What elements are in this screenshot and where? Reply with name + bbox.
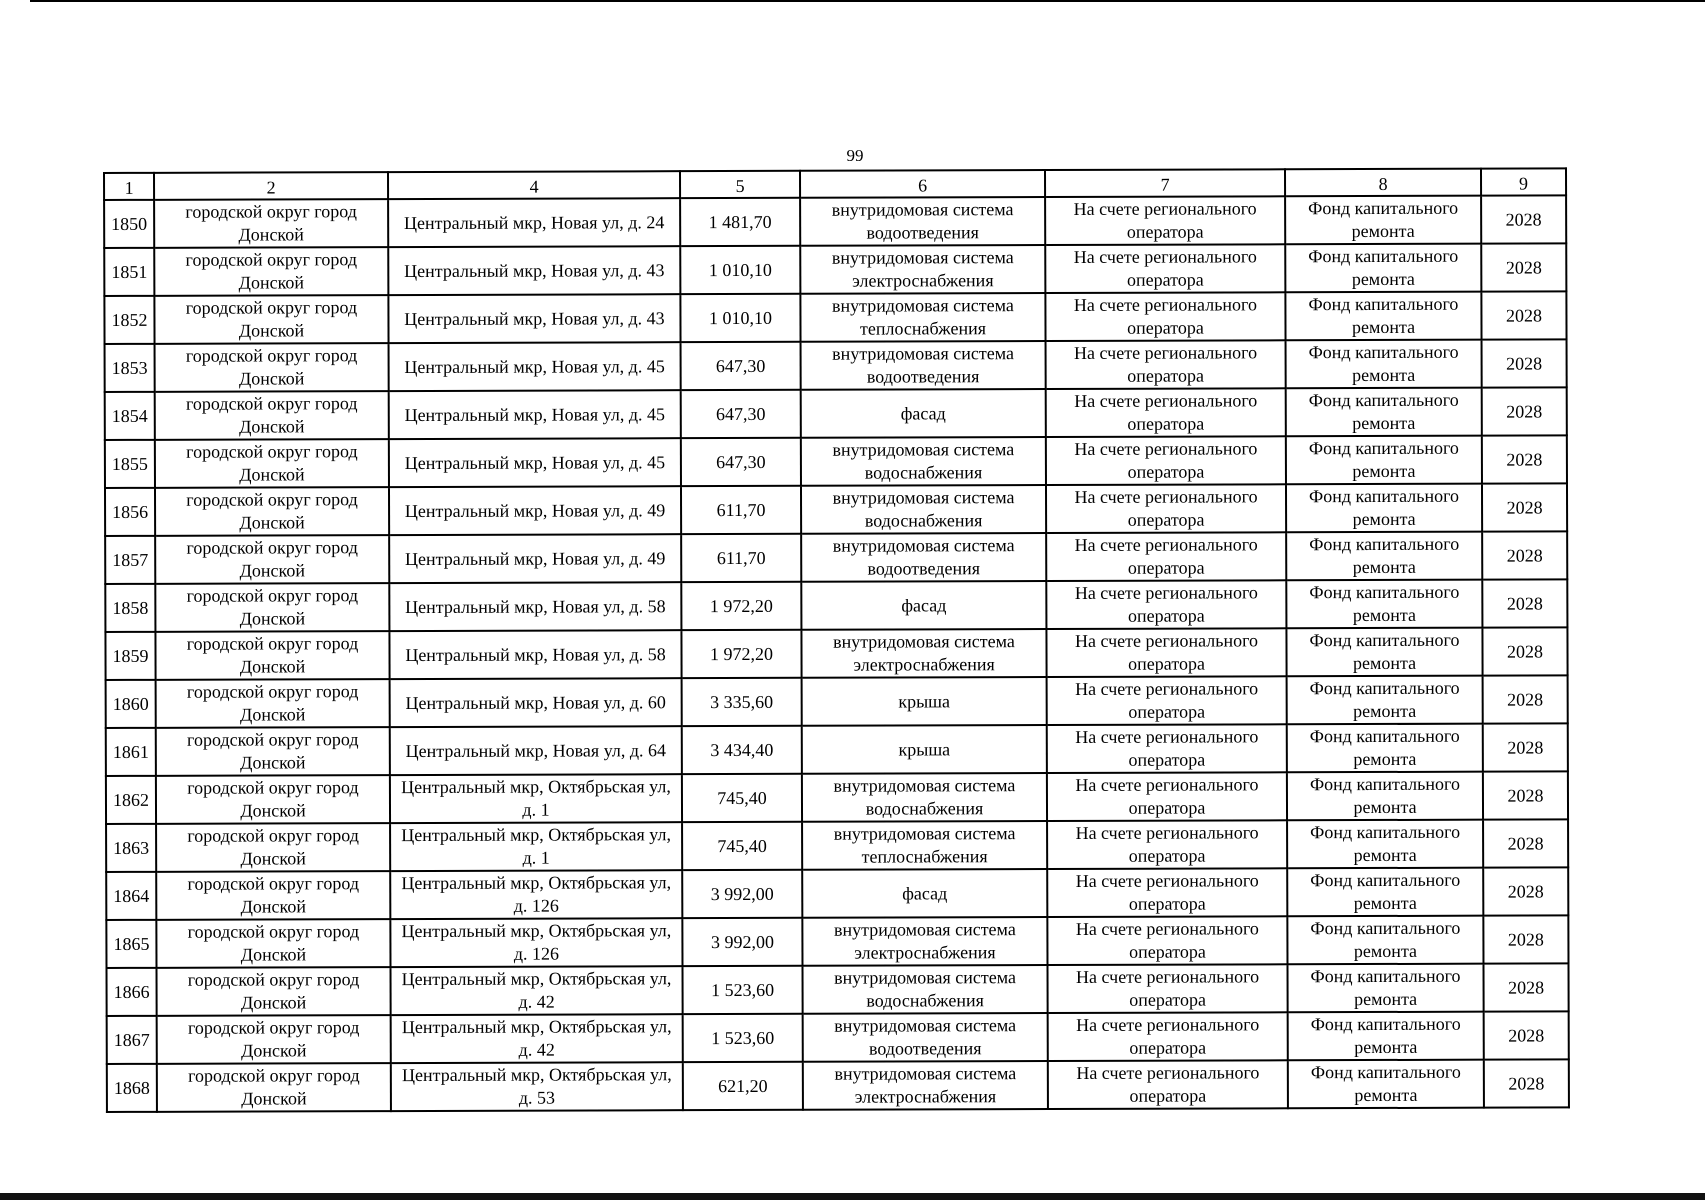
year-cell: 2028 xyxy=(1482,579,1567,627)
page-bottom-border xyxy=(0,1193,1705,1200)
row-number-cell: 1850 xyxy=(104,200,154,248)
table-row xyxy=(104,195,1566,248)
funding-source-cell: Фонд капитального ремонта xyxy=(1285,244,1481,293)
address-cell: Центральный мкр, Новая ул, д. 43 xyxy=(388,246,680,295)
row-number-cell: 1853 xyxy=(105,344,155,392)
address-cell: Центральный мкр, Новая ул, д. 49 xyxy=(389,534,681,583)
funding-source-cell: Фонд капитального ремонта xyxy=(1287,916,1483,965)
funding-source-cell: Фонд капитального ремонта xyxy=(1287,868,1483,917)
area-cell: 611,70 xyxy=(681,486,801,534)
funding-source-cell: Фонд капитального ремонта xyxy=(1287,724,1483,773)
area-cell: 647,30 xyxy=(681,342,801,390)
municipality-cell: городской округ город Донской xyxy=(157,967,391,1016)
municipality-cell: городской округ город Донской xyxy=(155,583,389,632)
work-type-cell: внутридомовая система электроснабжения xyxy=(803,1061,1048,1110)
row-number-cell: 1856 xyxy=(105,488,155,536)
column-header: 1 xyxy=(104,173,154,200)
funding-source-cell: Фонд капитального ремонта xyxy=(1286,580,1482,629)
table-row xyxy=(106,867,1568,920)
area-cell: 1 523,60 xyxy=(682,966,802,1014)
work-type-cell: фасад xyxy=(802,869,1047,918)
year-cell: 2028 xyxy=(1483,723,1568,771)
column-header: 9 xyxy=(1481,168,1566,195)
address-cell: Центральный мкр, Октябрьская ул, д. 42 xyxy=(390,966,682,1015)
municipality-cell: городской округ город Донской xyxy=(156,823,390,872)
area-cell: 611,70 xyxy=(681,534,801,582)
funding-source-cell: Фонд капитального ремонта xyxy=(1286,388,1482,437)
row-number-cell: 1863 xyxy=(106,824,156,872)
row-number-cell: 1860 xyxy=(106,680,156,728)
table-row xyxy=(105,483,1567,536)
municipality-cell: городской округ город Донской xyxy=(157,1063,391,1112)
row-number-cell: 1866 xyxy=(107,968,157,1016)
area-cell: 1 523,60 xyxy=(683,1014,803,1062)
area-cell: 1 972,20 xyxy=(681,630,801,678)
row-number-cell: 1851 xyxy=(104,248,154,296)
column-header: 5 xyxy=(680,171,800,198)
fund-account-cell: На счете регионального оператора xyxy=(1048,1012,1288,1061)
address-cell: Центральный мкр, Октябрьская ул, д. 42 xyxy=(391,1014,683,1063)
municipality-cell: городской округ город Донской xyxy=(154,199,388,248)
work-type-cell: внутридомовая система водоснабжения xyxy=(801,485,1046,534)
table-row xyxy=(105,531,1567,584)
column-header: 2 xyxy=(154,172,388,200)
fund-account-cell: На счете регионального оператора xyxy=(1046,388,1286,437)
area-cell: 621,20 xyxy=(683,1062,803,1110)
municipality-cell: городской округ город Донской xyxy=(154,247,388,296)
area-cell: 1 972,20 xyxy=(681,582,801,630)
table-row xyxy=(104,243,1566,296)
year-cell: 2028 xyxy=(1484,1059,1569,1107)
address-cell: Центральный мкр, Новая ул, д. 60 xyxy=(390,678,682,727)
year-cell: 2028 xyxy=(1482,387,1567,435)
address-cell: Центральный мкр, Новая ул, д. 45 xyxy=(389,438,681,487)
fund-account-cell: На счете регионального оператора xyxy=(1047,820,1287,869)
fund-account-cell: На счете регионального оператора xyxy=(1047,772,1287,821)
table-row xyxy=(107,1059,1569,1112)
table-row xyxy=(105,579,1567,632)
work-type-cell: фасад xyxy=(801,389,1046,438)
work-type-cell: внутридомовая система водоснабжения xyxy=(802,773,1047,822)
municipality-cell: городской округ город Донской xyxy=(156,679,390,728)
work-type-cell: внутридомовая система водоснабжения xyxy=(801,437,1046,486)
address-cell: Центральный мкр, Октябрьская ул, д. 53 xyxy=(391,1062,683,1111)
area-cell: 1 481,70 xyxy=(680,198,800,246)
area-cell: 647,30 xyxy=(681,390,801,438)
address-cell: Центральный мкр, Октябрьская ул, д. 126 xyxy=(390,918,682,967)
table-row xyxy=(105,627,1567,680)
fund-account-cell: На счете регионального оператора xyxy=(1048,1060,1288,1109)
table-row xyxy=(104,291,1566,344)
area-cell: 3 992,00 xyxy=(682,870,802,918)
area-cell: 3 434,40 xyxy=(682,726,802,774)
year-cell: 2028 xyxy=(1483,867,1568,915)
municipality-cell: городской округ город Донской xyxy=(155,343,389,392)
row-number-cell: 1868 xyxy=(107,1064,157,1112)
work-type-cell: крыша xyxy=(802,725,1047,774)
address-cell: Центральный мкр, Новая ул, д. 43 xyxy=(388,294,680,343)
municipality-cell: городской округ город Донской xyxy=(155,391,389,440)
work-type-cell: внутридомовая система электроснабжения xyxy=(800,245,1045,294)
fund-account-cell: На счете регионального оператора xyxy=(1046,580,1286,629)
year-cell: 2028 xyxy=(1482,483,1567,531)
table-row xyxy=(106,819,1568,872)
funding-source-cell: Фонд капитального ремонта xyxy=(1286,628,1482,677)
column-header: 6 xyxy=(800,170,1045,198)
municipality-cell: городской округ город Донской xyxy=(155,439,389,488)
municipality-cell: городской округ город Донской xyxy=(156,919,390,968)
table-row xyxy=(107,963,1569,1016)
address-cell: Центральный мкр, Новая ул, д. 58 xyxy=(389,582,681,631)
funding-source-cell: Фонд капитального ремонта xyxy=(1286,340,1482,389)
area-cell: 3 335,60 xyxy=(682,678,802,726)
funding-source-cell: Фонд капитального ремонта xyxy=(1285,292,1481,341)
funding-source-cell: Фонд капитального ремонта xyxy=(1285,196,1481,245)
table-body xyxy=(104,168,1569,1112)
work-type-cell: внутридомовая система электроснабжения xyxy=(801,629,1046,678)
funding-source-cell: Фонд капитального ремонта xyxy=(1286,532,1482,581)
funding-source-cell: Фонд капитального ремонта xyxy=(1287,772,1483,821)
address-cell: Центральный мкр, Октябрьская ул, д. 1 xyxy=(390,774,682,823)
work-type-cell: внутридомовая система водоотведения xyxy=(800,197,1045,246)
municipality-cell: городской округ город Донской xyxy=(154,295,388,344)
year-cell: 2028 xyxy=(1481,243,1566,291)
row-number-cell: 1862 xyxy=(106,776,156,824)
work-type-cell: внутридомовая система теплоснабжения xyxy=(802,821,1047,870)
work-type-cell: внутридомовая система водоотведения xyxy=(801,533,1046,582)
row-number-cell: 1861 xyxy=(106,728,156,776)
table-row xyxy=(105,387,1567,440)
row-number-cell: 1854 xyxy=(105,392,155,440)
area-cell: 1 010,10 xyxy=(680,294,800,342)
address-cell: Центральный мкр, Октябрьская ул, д. 126 xyxy=(390,870,682,919)
year-cell: 2028 xyxy=(1483,675,1568,723)
address-cell: Центральный мкр, Новая ул, д. 24 xyxy=(388,198,680,247)
year-cell: 2028 xyxy=(1482,435,1567,483)
fund-account-cell: На счете регионального оператора xyxy=(1046,484,1286,533)
table-row xyxy=(106,675,1568,728)
column-header: 8 xyxy=(1285,169,1481,197)
row-number-cell: 1865 xyxy=(106,920,156,968)
address-cell: Центральный мкр, Октябрьская ул, д. 1 xyxy=(390,822,682,871)
year-cell: 2028 xyxy=(1484,1011,1569,1059)
year-cell: 2028 xyxy=(1481,195,1566,243)
row-number-cell: 1858 xyxy=(105,584,155,632)
area-cell: 647,30 xyxy=(681,438,801,486)
fund-account-cell: На счете регионального оператора xyxy=(1047,868,1287,917)
funding-source-cell: Фонд капитального ремонта xyxy=(1287,676,1483,725)
row-number-cell: 1852 xyxy=(104,296,154,344)
fund-account-cell: На счете регионального оператора xyxy=(1047,916,1287,965)
address-cell: Центральный мкр, Новая ул, д. 49 xyxy=(389,486,681,535)
table-row xyxy=(106,771,1568,824)
area-cell: 745,40 xyxy=(682,774,802,822)
municipality-cell: городской округ город Донской xyxy=(156,871,390,920)
area-cell: 745,40 xyxy=(682,822,802,870)
row-number-cell: 1857 xyxy=(105,536,155,584)
fund-account-cell: На счете регионального оператора xyxy=(1045,292,1285,341)
fund-account-cell: На счете регионального оператора xyxy=(1047,676,1287,725)
fund-account-cell: На счете регионального оператора xyxy=(1047,964,1287,1013)
area-cell: 3 992,00 xyxy=(682,918,802,966)
funding-source-cell: Фонд капитального ремонта xyxy=(1287,820,1483,869)
table-row xyxy=(107,1011,1569,1064)
address-cell: Центральный мкр, Новая ул, д. 45 xyxy=(389,342,681,391)
work-type-cell: внутридомовая система теплоснабжения xyxy=(800,293,1045,342)
municipality-cell: городской округ город Донской xyxy=(156,727,390,776)
funding-source-cell: Фонд капитального ремонта xyxy=(1288,1012,1484,1061)
work-type-cell: внутридомовая система водоотведения xyxy=(801,341,1046,390)
year-cell: 2028 xyxy=(1482,339,1567,387)
address-cell: Центральный мкр, Новая ул, д. 64 xyxy=(390,726,682,775)
fund-account-cell: На счете регионального оператора xyxy=(1045,196,1285,245)
municipality-cell: городской округ город Донской xyxy=(156,775,390,824)
page-number: 99 xyxy=(846,146,864,165)
year-cell: 2028 xyxy=(1483,771,1568,819)
funding-source-cell: Фонд капитального ремонта xyxy=(1288,1060,1484,1109)
work-type-cell: крыша xyxy=(802,677,1047,726)
municipality-cell: городской округ город Донской xyxy=(155,631,389,680)
work-type-cell: внутридомовая система электроснабжения xyxy=(802,917,1047,966)
fund-account-cell: На счете регионального оператора xyxy=(1046,340,1286,389)
row-number-cell: 1864 xyxy=(106,872,156,920)
year-cell: 2028 xyxy=(1482,531,1567,579)
row-number-cell: 1855 xyxy=(105,440,155,488)
funding-source-cell: Фонд капитального ремонта xyxy=(1286,436,1482,485)
address-cell: Центральный мкр, Новая ул, д. 58 xyxy=(389,630,681,679)
row-number-cell: 1867 xyxy=(107,1016,157,1064)
column-header: 7 xyxy=(1045,169,1285,197)
municipality-cell: городской округ город Донской xyxy=(157,1015,391,1064)
year-cell: 2028 xyxy=(1481,291,1566,339)
row-number-cell: 1859 xyxy=(105,632,155,680)
area-cell: 1 010,10 xyxy=(680,246,800,294)
year-cell: 2028 xyxy=(1483,819,1568,867)
municipality-cell: городской округ город Донской xyxy=(155,535,389,584)
year-cell: 2028 xyxy=(1482,627,1567,675)
fund-account-cell: На счете регионального оператора xyxy=(1045,244,1285,293)
column-header: 4 xyxy=(388,171,680,199)
funding-source-cell: Фонд капитального ремонта xyxy=(1286,484,1482,533)
work-type-cell: фасад xyxy=(801,581,1046,630)
capital-repair-table xyxy=(103,167,1570,1113)
page-top-border xyxy=(30,0,1705,2)
municipality-cell: городской округ город Донской xyxy=(155,487,389,536)
fund-account-cell: На счете регионального оператора xyxy=(1046,628,1286,677)
work-type-cell: внутридомовая система водоснабжения xyxy=(802,965,1047,1014)
table-row xyxy=(105,435,1567,488)
table-row xyxy=(106,915,1568,968)
fund-account-cell: На счете регионального оператора xyxy=(1046,436,1286,485)
year-cell: 2028 xyxy=(1483,963,1568,1011)
table-row xyxy=(106,723,1568,776)
address-cell: Центральный мкр, Новая ул, д. 45 xyxy=(389,390,681,439)
fund-account-cell: На счете регионального оператора xyxy=(1047,724,1287,773)
year-cell: 2028 xyxy=(1483,915,1568,963)
work-type-cell: внутридомовая система водоотведения xyxy=(803,1013,1048,1062)
funding-source-cell: Фонд капитального ремонта xyxy=(1287,964,1483,1013)
fund-account-cell: На счете регионального оператора xyxy=(1046,532,1286,581)
table-row xyxy=(105,339,1567,392)
